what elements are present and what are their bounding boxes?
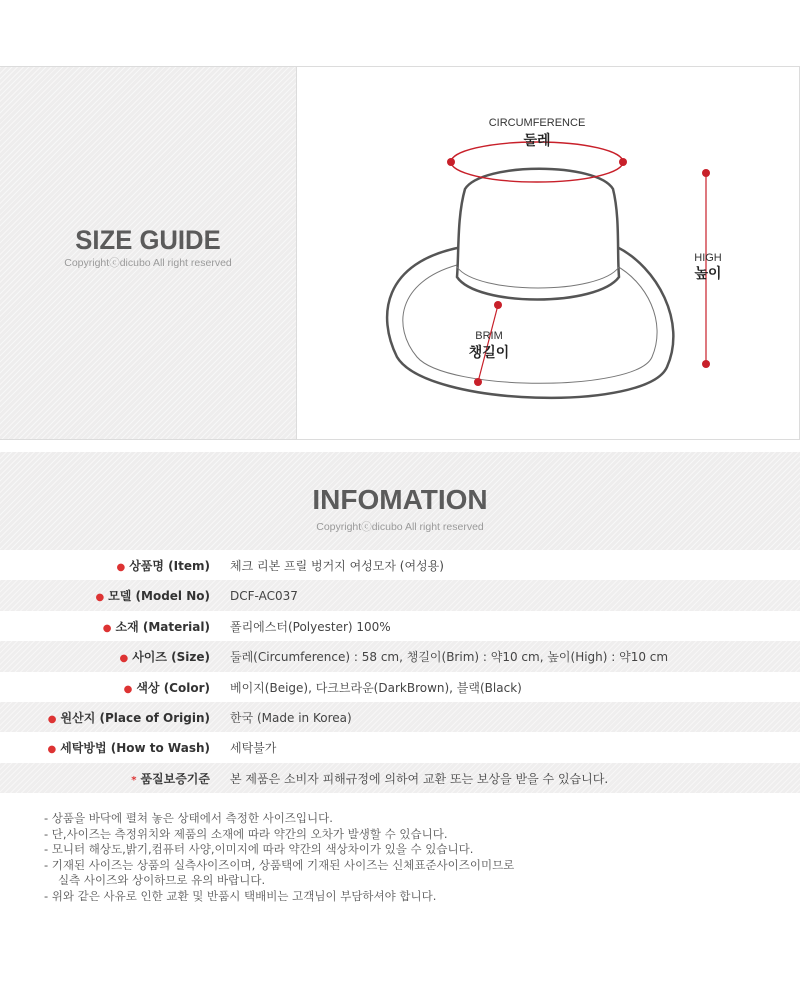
row-label: 원산지 (Place of Origin) <box>60 710 210 725</box>
brim-label-ko: 챙길이 <box>468 345 510 361</box>
high-label-ko: 높이 <box>694 266 722 282</box>
row-value: 폴리에스터(Polyester) 100% <box>230 619 391 634</box>
info-row-wash <box>0 732 800 762</box>
bullet-dot-icon: ● <box>47 713 57 725</box>
bullet-dot-icon: ● <box>102 622 112 634</box>
circumference-label-ko: 둘레 <box>523 133 551 149</box>
notes-list <box>44 811 764 904</box>
info-row-color <box>0 672 800 702</box>
info-row-size <box>0 641 800 671</box>
row-label: 사이즈 (Size) <box>132 650 210 665</box>
bullet-dot-icon: ● <box>123 683 133 695</box>
row-label: 세탁방법 (How to Wash) <box>60 741 210 756</box>
size-guide-panel <box>0 66 296 440</box>
bullet-dot-icon: ● <box>47 744 57 756</box>
info-table <box>0 550 800 793</box>
row-label: 색상 (Color) <box>136 680 210 695</box>
note-item: - 기재된 사이즈는 상품의 실측사이즈이며, 상품택에 기재된 사이즈는 신체표준사이즈이미므로 <box>44 857 515 872</box>
bullet-dot-icon: ● <box>119 653 129 665</box>
size-guide-copyright: Copyrightⓒdicubo All right reserved <box>64 257 232 269</box>
note-item: - 상품을 바닥에 펼쳐 놓은 상태에서 측정한 사이즈입니다. <box>44 811 333 825</box>
circumference-dot-left <box>447 158 455 166</box>
info-copyright: Copyrightⓒdicubo All right reserved <box>316 521 484 533</box>
bullet-dot-icon: ● <box>95 592 105 604</box>
circumference-dot-right <box>619 158 627 166</box>
brim-dot-top <box>494 301 502 309</box>
row-value: 둘레(Circumference) : 58 cm, 챙길이(Brim) : 약10 cm, 높이(High) : 약10 cm <box>230 650 669 665</box>
info-row-item <box>0 550 800 580</box>
note-item: - 모니터 해상도,밝기,컴퓨터 사양,이미지에 따라 약간의 색상차이가 있을 수 있습니다. <box>44 842 474 856</box>
note-item: 실측 사이즈와 상이하므로 유의 바랍니다. <box>58 873 266 887</box>
row-value: 한국 (Made in Korea) <box>230 710 352 725</box>
row-value: 세탁불가 <box>230 741 277 756</box>
info-row-origin <box>0 702 800 732</box>
info-row-model <box>0 580 800 610</box>
row-label: 품질보증기준 <box>140 771 210 786</box>
row-value: 본 제품은 소비자 피해규정에 의하여 교환 또는 보상을 받을 수 있습니다. <box>230 771 609 786</box>
note-item: - 위와 같은 사유로 인한 교환 및 반품시 택배비는 고객님이 부담하셔야 합니다. <box>44 888 437 903</box>
info-title: INFOMATION <box>312 484 488 515</box>
info-row-warranty <box>0 763 800 793</box>
high-label-en: HIGH <box>694 252 722 264</box>
row-label: 소재 (Material) <box>115 619 210 634</box>
height-dot-top <box>702 169 710 177</box>
circumference-label-en: CIRCUMFERENCE <box>488 117 586 129</box>
row-value: DCF-AC037 <box>230 589 298 604</box>
info-row-material <box>0 611 800 641</box>
brim-dot-bottom <box>474 378 482 386</box>
row-value: 체크 리본 프릴 벙거지 여성모자 (여성용) <box>230 559 444 573</box>
row-value: 베이지(Beige), 다크브라운(DarkBrown), 블랙(Black) <box>230 680 522 695</box>
size-guide-section <box>0 66 800 440</box>
hat-diagram <box>297 67 800 441</box>
bullet-dot-icon: ● <box>116 562 126 573</box>
row-label: 상품명 (Item) <box>129 559 210 573</box>
size-guide-title: SIZE GUIDE <box>75 225 221 255</box>
hat-diagram-panel <box>296 66 800 440</box>
note-item: - 단,사이즈는 측정위치와 제품의 소재에 따라 약간의 오차가 발생할 수 있습니다. <box>44 826 448 841</box>
row-label: 모델 (Model No) <box>108 589 210 604</box>
height-dot-bottom <box>702 360 710 368</box>
hat-crown <box>457 169 619 300</box>
bullet-dot-icon: * <box>131 774 137 786</box>
brim-label-en: BRIM <box>475 330 503 342</box>
